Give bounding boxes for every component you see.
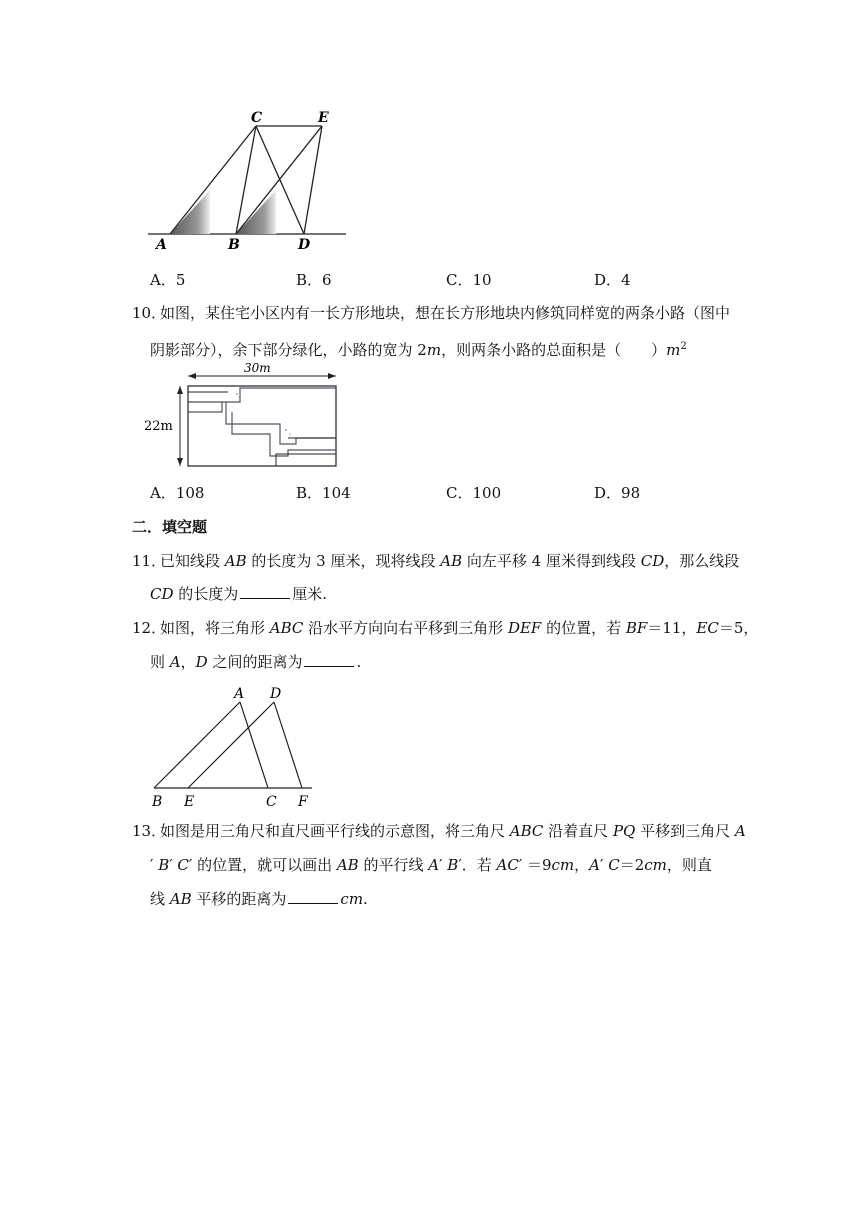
q12-label-b: B	[152, 794, 163, 810]
q9-option-d: D．4	[594, 271, 631, 289]
q12-answer-blank[interactable]	[304, 652, 354, 667]
q9-option-b: B．6	[296, 271, 332, 289]
q12-number: 12．	[132, 619, 167, 637]
q13-line3: 线 AB 平移的距离为 cm.	[150, 890, 368, 908]
q10-option-a: A．108	[150, 484, 205, 502]
q9-option-a: A．5	[150, 271, 186, 289]
q11-line2: CD 的长度为 厘米.	[150, 585, 328, 603]
q12-label-d: D	[270, 686, 282, 702]
q11-number: 11．	[132, 552, 167, 570]
q13-line2: ′ B′ C′ 的位置，就可以画出 AB 的平行线 A′ B′．若 AC′ ＝9cm，A′ C＝2cm，则直	[150, 856, 712, 874]
q12-line2: 则 A，D 之间的距离为 .	[150, 653, 362, 671]
q10-height-label: 22m	[144, 419, 173, 434]
q13-number: 13．	[132, 822, 167, 840]
q10-number: 10．	[132, 304, 167, 322]
section-fill-in-heading: 二．填空题	[132, 518, 208, 536]
q10-option-b: B．104	[296, 484, 351, 502]
q10-line1: 如图，某住宅小区内有一长方形地块，想在长方形地块内修筑同样宽的两条小路（图中	[160, 304, 731, 322]
q12-label-c: C	[266, 794, 277, 810]
q10-width-label: 30m	[244, 362, 271, 375]
q9-label-e: E	[318, 110, 329, 126]
q12-figure	[140, 682, 330, 810]
q11-line1: 已知线段 AB 的长度为 3 厘米，现将线段 AB 向左平移 4 厘米得到线段 CD，那么线段	[160, 552, 740, 570]
q9-label-a: A	[156, 237, 167, 253]
q12-line1: 如图，将三角形 ABC 沿水平方向向右平移到三角形 DEF 的位置，若 BF＝11，EC＝5，	[160, 619, 759, 637]
q12-label-e: E	[184, 794, 195, 810]
q10-option-d: D．98	[594, 484, 641, 502]
q9-label-c: C	[251, 110, 263, 126]
q11-answer-blank[interactable]	[240, 584, 290, 599]
q9-option-c: C．10	[446, 271, 492, 289]
q9-label-b: B	[228, 237, 240, 253]
q13-line1: 如图是用三角尺和直尺画平行线的示意图，将三角尺 ABC 沿着直尺 PQ 平移到三角尺 A	[160, 822, 746, 840]
q10-line2: 阴影部分），余下部分绿化，小路的宽为 2m，则两条小路的总面积是（ ）$m^2$	[150, 341, 687, 359]
q10-figure	[140, 362, 350, 472]
q9-label-d: D	[298, 237, 311, 253]
q10-option-c: C．100	[446, 484, 502, 502]
q13-answer-blank[interactable]	[288, 889, 338, 904]
q12-label-a: A	[234, 686, 245, 702]
q12-label-f: F	[298, 794, 308, 810]
q9-figure	[140, 108, 360, 253]
